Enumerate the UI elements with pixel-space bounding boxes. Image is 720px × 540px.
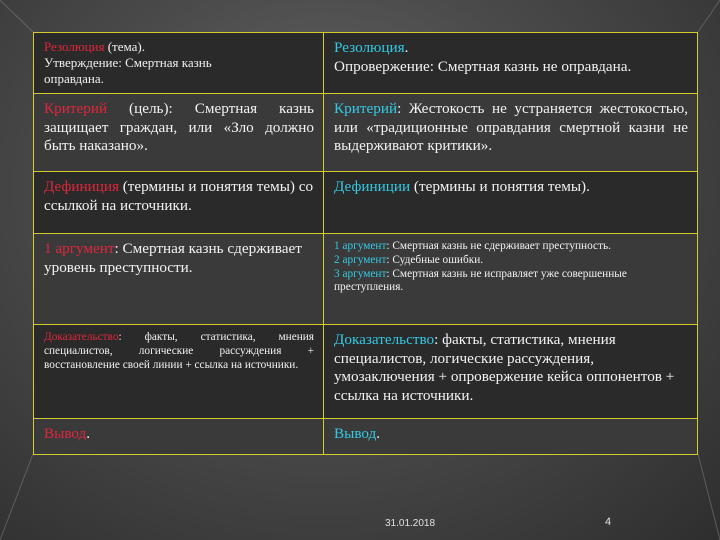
definition-text: (термины и понятия темы) со ссылкой на источники. [44, 178, 314, 214]
resolution-affirmative-cell [34, 33, 324, 94]
argument-3-label: 3 аргумент [334, 267, 387, 280]
criterion-label: Критерий [334, 100, 398, 117]
table-row [34, 234, 698, 325]
table-row [34, 325, 698, 419]
resolution-label: Резолюция [44, 39, 105, 54]
argument-affirmative-cell [34, 234, 324, 325]
resolution-label: Резолюция [334, 39, 405, 56]
argument-1-text: : Смертная казнь не сдерживает преступность. [386, 240, 611, 252]
argument-negative-cell [324, 234, 698, 325]
slide-number: 4 [605, 516, 612, 528]
definition-affirmative-cell [34, 172, 324, 234]
argument-3-text: : Смертная казнь не исправляет уже совершенные преступления. [334, 267, 627, 294]
criterion-label: Критерий [44, 100, 108, 117]
conclusion-negative-cell [324, 419, 698, 455]
definition-negative-cell [324, 172, 698, 234]
table-row [34, 172, 698, 234]
table-row [34, 419, 698, 455]
conclusion-label: Вывод [334, 425, 377, 442]
table-row [34, 94, 698, 172]
affirmation-text: Утверждение: Смертная казнь [44, 54, 212, 70]
argument-1-label: 1 аргумент [334, 240, 387, 252]
conclusion-label: Вывод [44, 425, 87, 442]
debate-structure-table [33, 32, 698, 455]
definition-text: (термины и понятия темы). [410, 178, 590, 195]
definition-label: Дефиниция [44, 178, 119, 195]
resolution-negative-cell [324, 33, 698, 94]
argument-2-text: : Судебные ошибки. [386, 253, 484, 266]
argument-label: 1 аргумент [44, 240, 115, 257]
criterion-text: : Жестокость не устраняется жестокостью, или «традиционные оправдания смертной казни не выдерживают критики». [334, 100, 688, 155]
refutation-text: Опровержение: Смертная казнь не оправдана. [334, 57, 632, 75]
criterion-affirmative-cell [34, 94, 324, 172]
evidence-text: : факты, статистика, мнения специалистов, логические рассуждения, умозаключения + опровержение кейса оппонентов + ссылка на источники. [334, 331, 675, 404]
table-row [34, 33, 698, 94]
evidence-label: Доказательство [334, 331, 435, 348]
conclusion-punct: . [86, 425, 91, 442]
evidence-text: : факты, статистика, мнения специалистов, логические рассуждения + восстановление своей линии + ссылка на источники. [44, 331, 314, 371]
slide-date: 31.01.2018 [385, 518, 436, 529]
evidence-affirmative-cell [34, 325, 324, 419]
affirmation-text-cont: оправдана. [44, 70, 104, 86]
resolution-punct: . [404, 39, 409, 56]
evidence-negative-cell [324, 325, 698, 419]
criterion-negative-cell [324, 94, 698, 172]
argument-text: : Смертная казнь сдерживает уровень преступности. [44, 240, 302, 276]
resolution-topic-text: (тема). [104, 39, 145, 54]
argument-2-label: 2 аргумент [334, 253, 387, 266]
conclusion-punct: . [376, 425, 381, 442]
evidence-label: Доказательство [44, 331, 119, 343]
definition-label: Дефиниции [334, 178, 411, 195]
criterion-text: (цель): Смертная казнь защищает граждан, или «Зло должно быть наказано». [44, 100, 314, 155]
conclusion-affirmative-cell [34, 419, 324, 455]
